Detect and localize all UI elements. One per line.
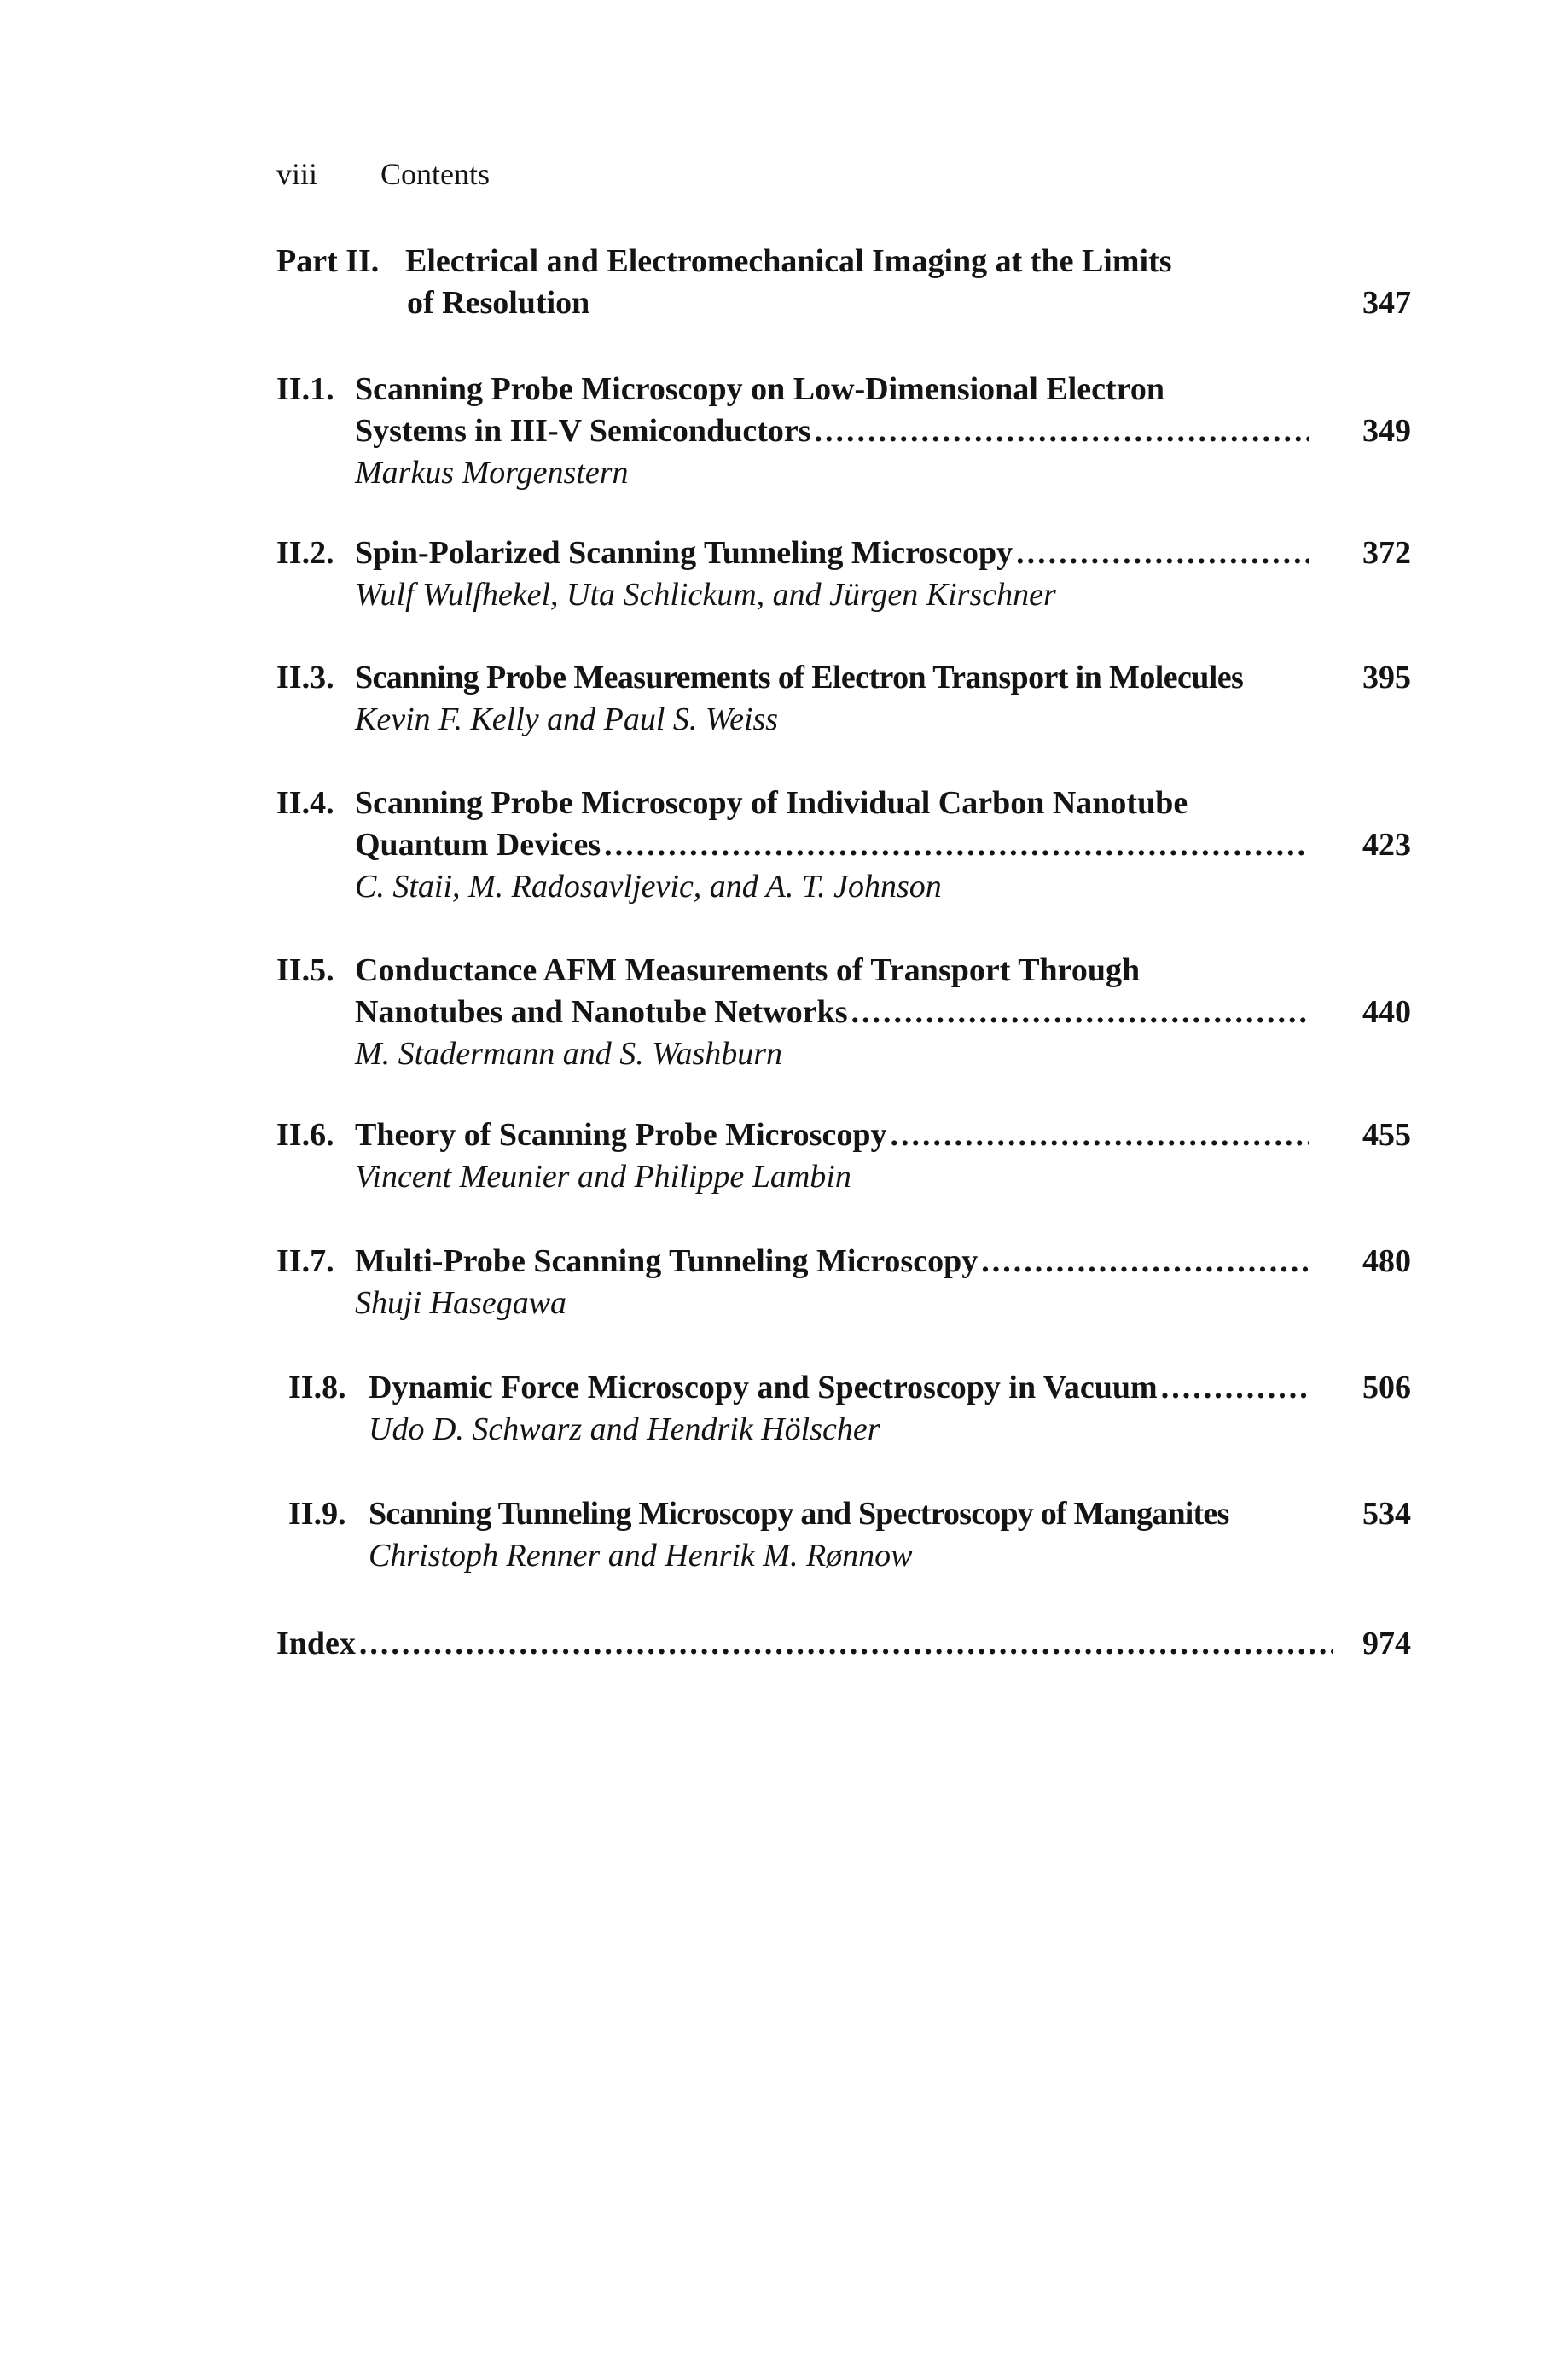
- entry-title: Dynamic Force Microscopy and Spectroscopy in Vacuum: [369, 1370, 1158, 1405]
- entry-number: II.2.: [276, 535, 334, 571]
- entry-authors: Vincent Meunier and Philippe Lambin: [355, 1159, 851, 1195]
- entry-title: Spin-Polarized Scanning Tunneling Microscopy: [355, 535, 1013, 571]
- running-title: Contents: [380, 157, 491, 191]
- part-label: Part II.: [276, 243, 380, 279]
- entry-body: [369, 1367, 1309, 1451]
- dot-leader: [604, 824, 1309, 866]
- dot-leader: [890, 1114, 1309, 1156]
- toc-index-entry[interactable]: [276, 1623, 1411, 1665]
- entry-number: II.3.: [276, 660, 334, 695]
- toc-entry[interactable]: [276, 1114, 1411, 1198]
- entry-number: II.9.: [288, 1496, 346, 1532]
- entry-page-number: 423: [1362, 827, 1411, 863]
- entry-title-last-line: [355, 992, 1309, 1033]
- entry-title-line: Scanning Probe Microscopy on Low-Dimensional Electron: [355, 371, 1164, 407]
- entry-number: II.7.: [276, 1243, 334, 1279]
- entry-page-number: 506: [1362, 1370, 1411, 1405]
- toc-entry[interactable]: [288, 1493, 1411, 1577]
- toc-entry[interactable]: [288, 1367, 1411, 1451]
- entry-page-number: 395: [1362, 660, 1411, 695]
- entry-authors: M. Stadermann and S. Washburn: [355, 1036, 783, 1072]
- entry-authors: Markus Morgenstern: [355, 455, 629, 491]
- entry-authors: Udo D. Schwarz and Hendrik Hölscher: [369, 1411, 880, 1447]
- entry-number: II.5.: [276, 952, 334, 988]
- entry-title: Scanning Probe Measurements of Electron Transport in Molecules: [355, 660, 1244, 695]
- entry-page-number: 480: [1362, 1243, 1411, 1279]
- entry-title-last-line: [355, 1241, 1309, 1283]
- entry-title-last-line: [355, 824, 1309, 866]
- entry-body: [369, 1493, 1309, 1577]
- dot-leader: [359, 1623, 1333, 1665]
- entry-title: Systems in III-V Semiconductors: [355, 413, 811, 449]
- index-page-number: 974: [1362, 1626, 1411, 1661]
- entry-title: Scanning Tunneling Microscopy and Spectroscopy of Manganites: [369, 1496, 1229, 1532]
- entry-number: II.6.: [276, 1117, 334, 1153]
- entry-authors: C. Staii, M. Radosavljevic, and A. T. Johnson: [355, 869, 942, 905]
- toc-entry[interactable]: [276, 1241, 1411, 1324]
- dot-leader: [981, 1241, 1309, 1283]
- part-title: [405, 241, 1258, 324]
- entry-number: II.1.: [276, 371, 334, 407]
- entry-body: [355, 369, 1309, 494]
- part-title-line: of Resolution: [407, 285, 590, 321]
- entry-body: [355, 657, 1309, 741]
- entry-number: II.8.: [288, 1370, 346, 1405]
- part-heading: [276, 241, 1411, 324]
- entry-authors: Christoph Renner and Henrik M. Rønnow: [369, 1538, 913, 1574]
- entry-body: [355, 783, 1309, 908]
- entry-authors: Wulf Wulfhekel, Uta Schlickum, and Jürgen Kirschner: [355, 577, 1056, 613]
- entry-page-number: 534: [1362, 1496, 1411, 1532]
- index-label: Index: [276, 1626, 356, 1661]
- entry-authors: Shuji Hasegawa: [355, 1285, 567, 1321]
- toc-entry[interactable]: [276, 657, 1411, 741]
- entry-body: [355, 1241, 1309, 1324]
- entry-title-last-line: [369, 1367, 1309, 1409]
- entry-page-number: 372: [1362, 535, 1411, 571]
- entry-page-number: 440: [1362, 994, 1411, 1030]
- entry-title-line: Scanning Probe Microscopy of Individual Carbon Nanotube: [355, 785, 1188, 821]
- entry-title-last-line: [369, 1493, 1309, 1535]
- entry-body: [355, 1114, 1309, 1198]
- dot-leader: [1016, 532, 1309, 574]
- toc-entry[interactable]: [276, 950, 1411, 1075]
- part-title-line: Electrical and Electromechanical Imaging at the Limits: [405, 243, 1172, 279]
- entry-title: Theory of Scanning Probe Microscopy: [355, 1117, 887, 1153]
- entry-body: [355, 532, 1309, 616]
- entry-title-last-line: [355, 410, 1309, 452]
- toc-entry[interactable]: [276, 532, 1411, 616]
- entry-number: II.4.: [276, 785, 334, 821]
- dot-leader: [851, 992, 1309, 1033]
- entry-body: [355, 950, 1309, 1075]
- part-page-number: 347: [1362, 285, 1411, 321]
- entry-title: Quantum Devices: [355, 827, 601, 863]
- entry-title-last-line: [355, 657, 1309, 699]
- entry-title-last-line: [355, 532, 1309, 574]
- toc-entry[interactable]: [276, 369, 1411, 494]
- dot-leader: [1161, 1367, 1309, 1409]
- page-folio: viii: [276, 157, 318, 191]
- toc-entry[interactable]: [276, 783, 1411, 908]
- entry-title: Nanotubes and Nanotube Networks: [355, 994, 848, 1030]
- entry-page-number: 349: [1362, 413, 1411, 449]
- entry-authors: Kevin F. Kelly and Paul S. Weiss: [355, 701, 779, 737]
- running-head: [276, 155, 490, 193]
- entry-title-last-line: [355, 1114, 1309, 1156]
- entry-title-line: Conductance AFM Measurements of Transport Through: [355, 952, 1141, 988]
- dot-leader: [815, 410, 1309, 452]
- entry-page-number: 455: [1362, 1117, 1411, 1153]
- entry-title: Multi-Probe Scanning Tunneling Microscopy: [355, 1243, 979, 1279]
